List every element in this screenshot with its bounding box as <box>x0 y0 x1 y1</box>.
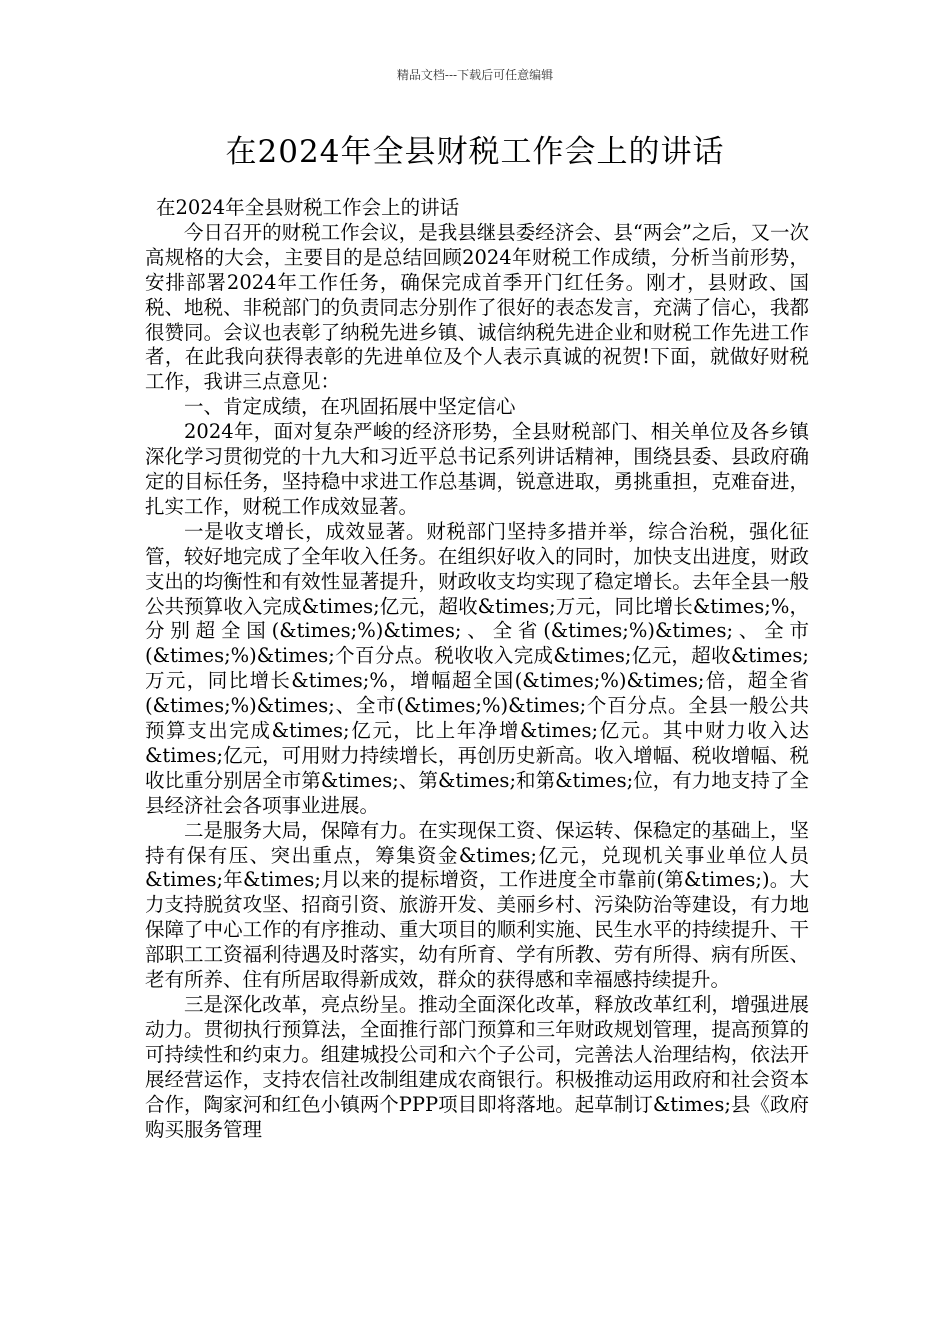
paragraph-intro: 今日召开的财税工作会议，是我县继县委经济会、县“两会”之后，又一次高规格的大会，主要目的是总结回顾2024年财税工作成绩，分析当前形势，安排部署2024年工作任务，确保完成首季开门红任务。刚才，县财政、国税、地税、非税部门的负责同志分别作了很好的表态发言，充满了信心，我都很赞同。会议也表彰了纳税先进乡镇、诚信纳税先进企业和财税工作先进工作者，在此我向获得表彰的先进单位及个人表示真诚的祝贺!下面，就做好财税工作，我讲三点意见： <box>145 220 809 394</box>
paragraph-service: 二是服务大局，保障有力。在实现保工资、保运转、保稳定的基础上，坚持有保有压、突出重点，筹集资金&times;亿元，兑现机关事业单位人员&times;年&times;月以来的提标增资，工作进度全市靠前(第&times;)。大力支持脱贫攻坚、招商引资、旅游开发、美丽乡村、污染防治等建设，有力地保障了中心工作的有序推动、重大项目的顺利实施、民生水平的持续提升、干部职工工资福利待遇及时落实，幼有所育、学有所教、劳有所得、病有所医、老有所养、住有所居取得新成效，群众的获得感和幸福感持续提升。 <box>145 818 809 992</box>
document-body <box>145 196 809 1142</box>
document-title: 在2024年全县财税工作会上的讲话 <box>225 134 725 170</box>
page-header-note: 精品文档---下载后可任意编辑 <box>396 68 554 82</box>
document-subtitle: 在2024年全县财税工作会上的讲话 <box>156 196 460 219</box>
paragraph-revenue: 一是收支增长，成效显著。财税部门坚持多措并举，综合治税，强化征管，较好地完成了全年收入任务。在组织好收入的同时，加快支出进度，财政支出的均衡性和有效性显著提升，财政收支均实现了稳定增长。去年全县一般公共预算收入完成&times;亿元，超收&times;万元，同比增长&times;%，分别超全国(&times;%)&times;、全省(&times;%)&times;、全市(&times;%)&times;个百分点。税收收入完成&times;亿元，超收&times;万元，同比增长&times;%，增幅超全国(&times;%)&times;倍，超全省(&times;%)&times;、全市(&times;%)&times;个百分点。全县一般公共预算支出完成&times;亿元，比上年净增&times;亿元。其中财力收入达&times;亿元，可用财力持续增长，再创历史新高。收入增幅、税收增幅、税收比重分别居全市第&times;、第&times;和第&times;位，有力地支持了全县经济社会各项事业进展。 <box>145 519 809 817</box>
paragraph-overview: 2024年，面对复杂严峻的经济形势，全县财税部门、相关单位及各乡镇深化学习贯彻党的十九大和习近平总书记系列讲话精神，围绕县委、县政府确定的目标任务，坚持稳中求进工作总基调，锐意进取，勇挑重担，克难奋进，扎实工作，财税工作成效显著。 <box>145 420 809 518</box>
section-heading-1: 一、肯定成绩，在巩固拓展中坚定信心 <box>184 395 516 419</box>
paragraph-reform: 三是深化改革，亮点纷呈。推动全面深化改革，释放改革红利，增强进展动力。贯彻执行预算法，全面推行部门预算和三年财政规划管理，提高预算的可持续性和约束力。组建城投公司和六个子公司，完善法人治理结构，依法开展经营运作，支持农信社改制组建成农商银行。积极推动运用政府和社会资本合作，陶家河和红色小镇两个PPP项目即将落地。起草制订&times;县《政府购买服务管理 <box>145 993 809 1141</box>
